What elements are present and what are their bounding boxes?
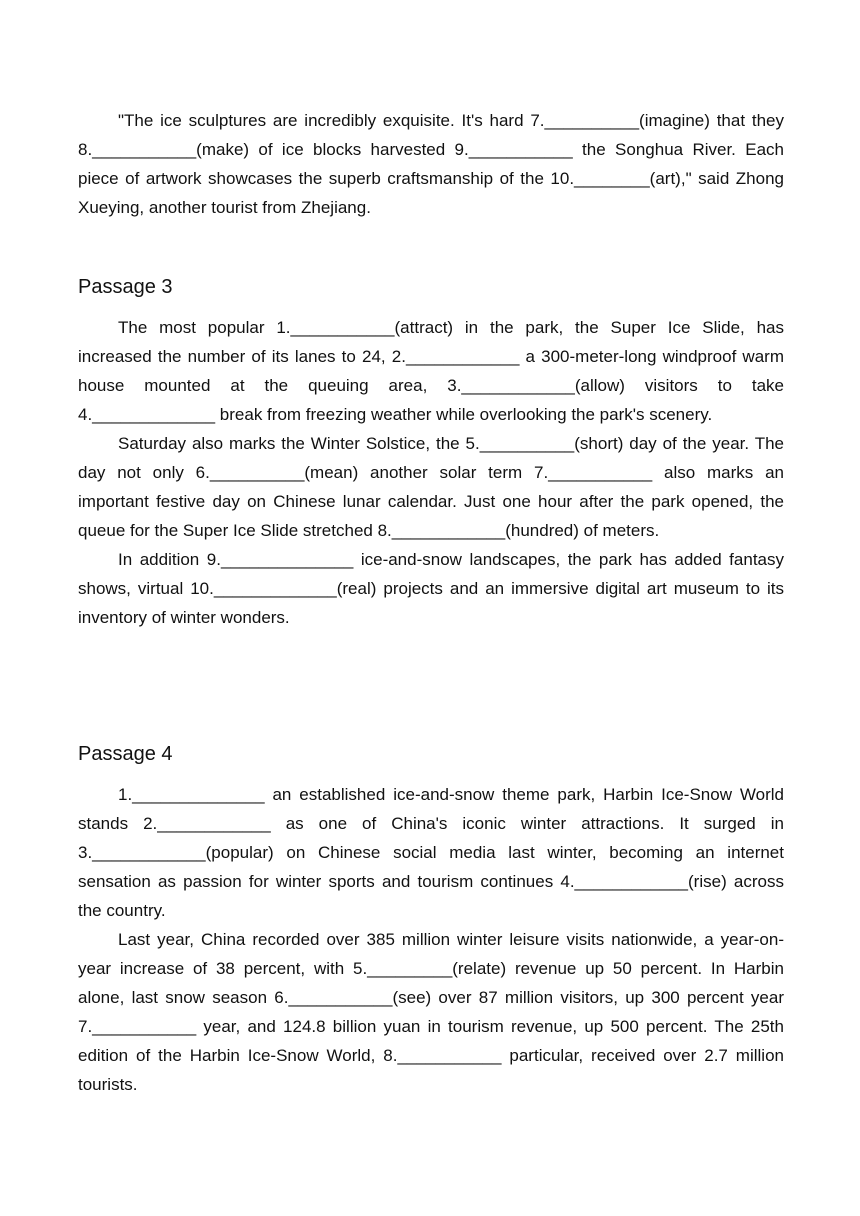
passage-3-paragraph-1: The most popular 1.___________(attract) in the park, the Super Ice Slide, has increased the number of its lanes to 24, 2.____________ a 300-meter-long windproof warm house mounted at the queuing area, 3.____________(allow) visitors to take 4._____________ break from freezing weather while overlooking the park's scenery. xyxy=(78,318,784,424)
passage-3-heading: Passage 3 xyxy=(78,276,173,298)
passage-3-paragraph-3: In addition 9.______________ ice-and-snow landscapes, the park has added fantasy shows, virtual 10._____________(real) projects and an immersive digital art museum to its inventory of winter wonders. xyxy=(78,550,784,627)
passage-3-body xyxy=(78,313,784,632)
passage-4-paragraph-1: 1.______________ an established ice-and-snow theme park, Harbin Ice-Snow World stands 2.____________ as one of China's iconic winter attractions. It surged in 3.____________(popular) on Chinese social media last winter, becoming an internet sensation as passion for winter sports and tourism continues 4.____________(rise) across the country. xyxy=(78,785,784,920)
passage-4-heading: Passage 4 xyxy=(78,743,173,765)
passage-4-paragraph-2: Last year, China recorded over 385 million winter leisure visits nationwide, a year-on-year increase of 38 percent, with 5._________(relate) revenue up 50 percent. In Harbin alone, last snow season 6.___________(see) over 87 million visitors, up 300 percent year 7.___________ year, and 124.8 billion yuan in tourism revenue, up 500 percent. The 25th edition of the Harbin Ice-Snow World, 8.___________ particular, received over 2.7 million tourists. xyxy=(78,930,784,1094)
intro-paragraph: "The ice sculptures are incredibly exquisite. It's hard 7.__________(imagine) that they 8.___________(make) of ice blocks harvested 9.___________ the Songhua River. Each piece of artwork showcases the superb craftsmanship of the 10.________(art)," said Zhong Xueying, another tourist from Zhejiang. xyxy=(78,111,784,217)
passage-4-body xyxy=(78,780,784,1099)
passage-3-paragraph-2: Saturday also marks the Winter Solstice, the 5.__________(short) day of the year. The day not only 6.__________(mean) another solar term 7.___________ also marks an important festive day on Chinese lunar calendar. Just one hour after the park opened, the queue for the Super Ice Slide stretched 8.____________(hundred) of meters. xyxy=(78,434,784,540)
